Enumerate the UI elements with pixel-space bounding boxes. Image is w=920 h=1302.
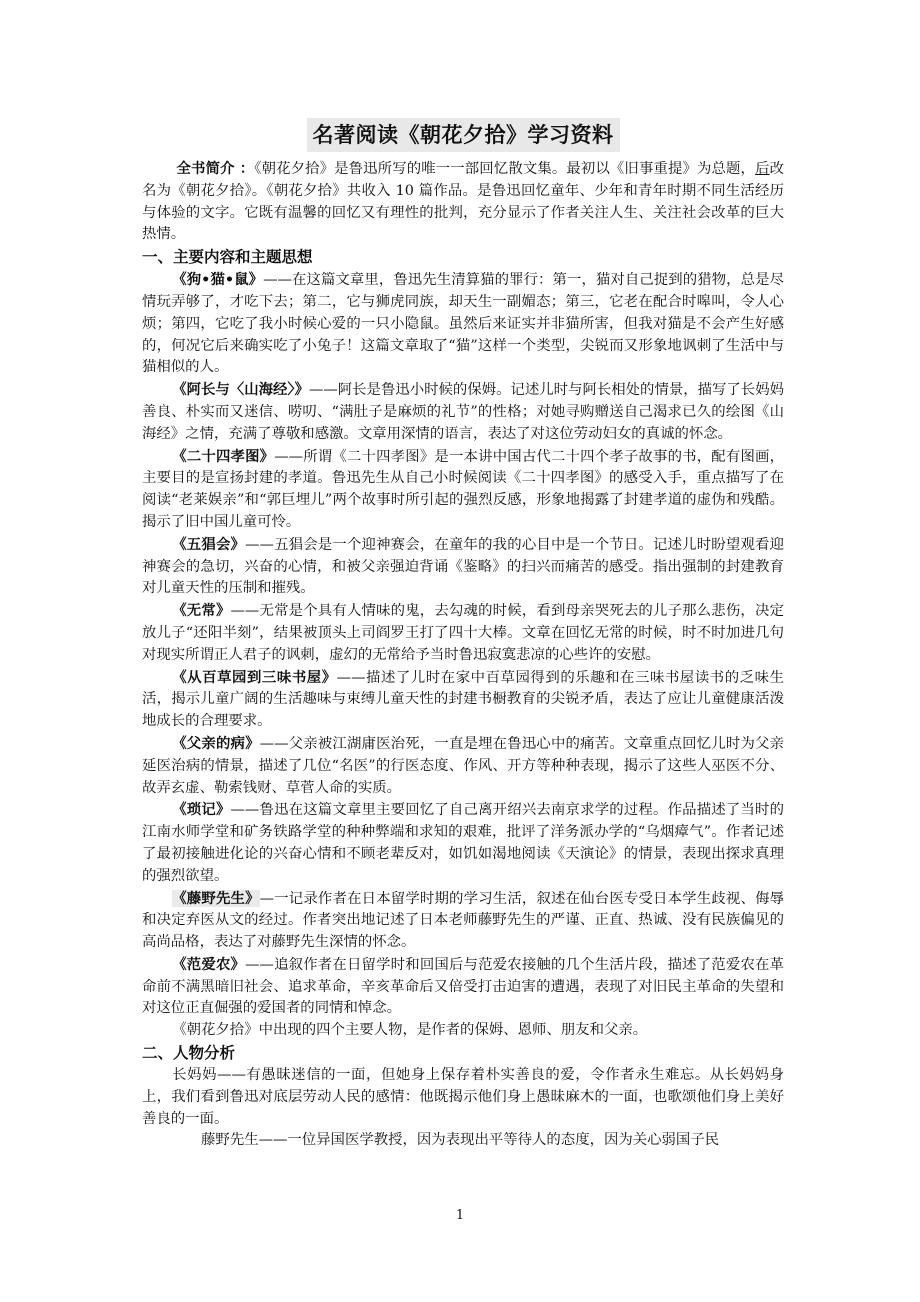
work-title: 《五猖会》 (172, 535, 246, 553)
work-text: —一记录作者在日本留学时期的学习生活，叙述在仙台医专受日本学生歧视、侮辱和决定弃医从文的经过。作者突出地记述了日本老师藤野先生的严谨、正直、热诚、没有民族偏见的高尚品格，表达了对藤野先生深情的怀念。 (142, 890, 784, 951)
work-text: ——所谓《二十四孝图》是一本讲中国古代二十四个孝子故事的书，配有图画，主要目的是宣扬封建的孝道。鲁迅先生从自己小时候阅读《二十四孝图》的感受入手，重点描写了在阅读“老莱娱亲”和“郭巨埋儿”两个故事时所引起的强烈反感，形象地揭露了封建孝道的虚伪和残酷。揭示了旧中国儿童可怜。 (142, 448, 784, 530)
work-text: ——鲁迅在这篇文章里主要回忆了自己离开绍兴去南京求学的过程。作品描述了当时的江南水师学堂和矿务铁路学堂的种种弊端和求知的艰难，批评了洋务派办学的“乌烟瘴气”。作者记述了最初接触进化论的兴奋心情和不顾老辈反对，如饥如渴地阅读《天演论》的情景，表现出探求真理的强烈欲望。 (142, 802, 784, 884)
work-title: 《二十四孝图》 (172, 447, 275, 465)
section2-heading: 二、人物分析 (142, 1044, 236, 1063)
work-paragraph (142, 534, 784, 600)
work-title: 《狗•猫•鼠》 (172, 271, 264, 289)
section1-heading: 一、主要内容和主题思想 (142, 248, 313, 267)
document-body (142, 118, 784, 1152)
work-title: 《无常》 (172, 602, 231, 620)
character-paragraph: 长妈妈——有愚昧迷信的一面，但她身上保存着朴实善良的爱，令作者永生难忘。从长妈妈身上，我们看到鲁迅对底层劳动人民的感情：他既揭示他们身上愚昧麻木的一面，也歌颂他们身上美好善良的一面。 (142, 1067, 784, 1127)
work-paragraph (142, 888, 784, 954)
work-title: 《琐记》 (172, 801, 231, 819)
work-text: ——五猖会是一个迎神赛会，在童年的我的心目中是一个节日。记述儿时盼望观看迎神赛会的急切，兴奋的心情，和被父亲强迫背诵《鉴略》的扫兴而痛苦的感受。指出强制的封建教育对儿童天性的压制和摧残。 (142, 536, 784, 597)
intro-paragraph (142, 158, 784, 246)
summary-paragraph: 《朝花夕拾》中出现的四个主要人物，是作者的保姆、恩师、朋友和父亲。 (172, 1022, 648, 1039)
work-paragraph (142, 269, 784, 379)
title-wrap (142, 118, 784, 152)
work-text: ——无常是个具有人情味的鬼，去勾魂的时候，看到母亲哭死去的儿子那么悲伤，决定放儿子“还阳半刻”，结果被顶头上司阎罗王打了四十大棒。文章在回忆无常的时候，时不时加进几句对现实所谓正人君子的讽刺，虚幻的无常给予当时鲁迅寂寞悲凉的心些许的安慰。 (142, 603, 784, 663)
work-paragraph (142, 667, 784, 733)
work-paragraph (142, 954, 784, 1020)
work-paragraph (142, 446, 784, 534)
document-title: 名著阅读《朝花夕拾》学习资料 (307, 118, 620, 152)
work-title: 《阿长与〈山海经〉》 (172, 381, 309, 399)
page-number: 1 (455, 1208, 465, 1223)
work-text: ——在这篇文章里，鲁迅先生清算猫的罪行：第一，猫对自己捉到的猎物，总是尽情玩弄够了，才吃下去；第二，它与狮虎同族，却天生一副媚态；第三，它老在配合时嗥叫，令人心烦；第四，它吃了我小时候心爱的一只小隐鼠。虽然后来证实并非猫所害，但我对猫是不会产生好感的，何况它后来确实吃了小兔子！这篇文章取了“猫”这样一个类型，尖锐而又形象地讽刺了生活中与猫相似的人。 (142, 272, 784, 376)
work-title: 《从百草园到三味书屋》 (172, 668, 337, 686)
work-title: 《范爱农》 (172, 955, 246, 973)
character-paragraph: 藤野先生——一位异国医学教授，因为表现出平等待人的态度，因为关心弱国子民 (201, 1132, 720, 1149)
work-text: ——阿长是鲁迅小时候的保姆。记述儿时与阿长相处的情景，描写了长妈妈善良、朴实而又迷信、唠叨、“满肚子是麻烦的礼节”的性格；对她寻购赠送自己渴求已久的绘图《山海经》之情，充满了尊敬和感激。文章用深情的语言，表达了对这位劳动妇女的真诚的怀念。 (142, 382, 784, 442)
intro-label: 全书简介 ： (176, 160, 255, 177)
intro-text-b: 改名为《朝花夕拾》。《朝花夕拾》共收入 10 篇作品。是鲁迅回忆童年、少年和青年时期不同生活经历与体验的文字。它既有温馨的回忆又有理性的批判，充分显示了作者关注人生、关注社会改革的巨大热情。 (142, 161, 784, 243)
work-paragraph (142, 379, 784, 445)
work-title: 《父亲的病》 (172, 734, 260, 752)
work-paragraph (142, 600, 784, 666)
work-text: ——追叙作者在日留学时和回国后与范爱农接触的几个生活片段，描述了范爱农在革命前不满黑暗旧社会、追求革命，辛亥革命后又倍受打击迫害的遭遇，表现了对旧民主革命的失望和对这位正直倔强的爱国者的同情和悼念。 (142, 956, 784, 1017)
work-text: ——父亲被江湖庸医治死，一直是埋在鲁迅心中的痛苦。文章重点回忆儿时为父亲延医治病的情景，描述了几位“名医”的行医态度、作风、开方等种种表现，揭示了这些人巫医不分、故弄玄虚、勒索钱财、草菅人命的实质。 (142, 735, 784, 796)
work-title: 《藤野先生》 (172, 889, 260, 907)
intro-text-a: 《朝花夕拾》是鲁迅所写的唯一一部回忆散文集。最初以《旧事重提》为总题， (254, 161, 756, 177)
work-paragraph (142, 733, 784, 799)
intro-underlined: 后 (755, 161, 770, 177)
work-text: ——描述了儿时在家中百草园得到的乐趣和在三味书屋读书的乏味生活，揭示儿童广阔的生活趣味与束缚儿童天性的封建书橱教育的尖锐矛盾，表达了应让儿童健康活泼地成长的合理要求。 (142, 669, 784, 730)
work-paragraph (142, 799, 784, 887)
